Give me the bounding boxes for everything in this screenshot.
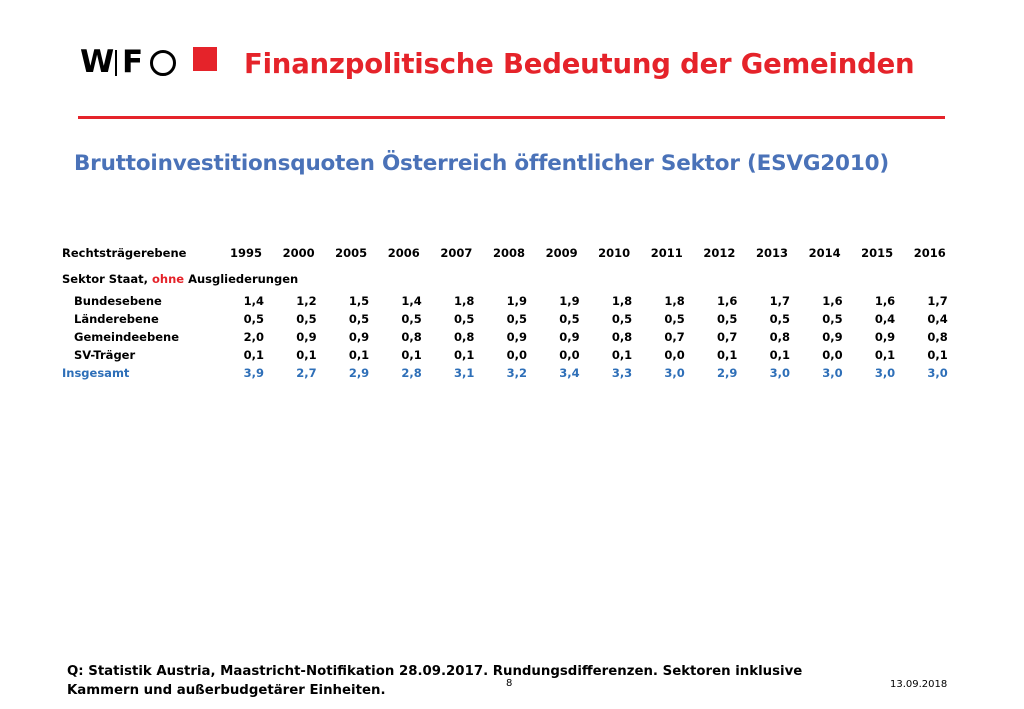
table-cell: 0,0 xyxy=(822,348,843,362)
year-header: 2015 xyxy=(861,246,894,260)
table-cell: 3,0 xyxy=(822,366,843,380)
row-label: SV-Träger xyxy=(74,348,136,362)
table-cell: 1,8 xyxy=(611,294,633,308)
table-cell: 0,8 xyxy=(454,330,475,344)
investment-table xyxy=(62,244,962,382)
table-cell: 3,0 xyxy=(874,366,896,380)
row-label: Insgesamt xyxy=(62,366,130,380)
table-cell: 1,2 xyxy=(296,294,317,308)
table-cell: 2,7 xyxy=(296,366,317,380)
table-cell: 1,8 xyxy=(454,294,475,308)
table-cell: 2,8 xyxy=(401,366,422,380)
table-cell: 0,4 xyxy=(927,312,948,326)
year-header: 1995 xyxy=(229,246,262,260)
table-cell: 0,0 xyxy=(559,348,580,362)
table-cell: 1,5 xyxy=(348,294,370,308)
table-cell: 0,1 xyxy=(243,348,264,362)
row-label: Bundesebene xyxy=(74,294,162,308)
year-header: 2009 xyxy=(545,246,578,260)
table-cell: 0,5 xyxy=(559,312,580,326)
row-label: Länderebene xyxy=(74,312,159,326)
source-note xyxy=(67,662,807,700)
table-cell: 0,5 xyxy=(401,312,422,326)
table-cell: 0,8 xyxy=(611,330,633,344)
total-row xyxy=(62,364,962,382)
year-header: 2014 xyxy=(808,246,841,260)
page-title: Finanzpolitische Bedeutung der Gemeinden xyxy=(244,48,915,80)
table-cell: 3,0 xyxy=(769,366,790,380)
logo-letter-f: F xyxy=(122,44,144,80)
year-header: 2005 xyxy=(335,246,368,260)
table-cell: 1,7 xyxy=(927,294,948,308)
table-cell: 0,1 xyxy=(296,348,317,362)
table-cell: 3,1 xyxy=(454,366,475,380)
table-cell: 0,5 xyxy=(506,312,527,326)
table-cell: 1,7 xyxy=(769,294,790,308)
year-header: 2012 xyxy=(703,246,736,260)
table-cell: 3,0 xyxy=(927,366,948,380)
table-cell: 0,1 xyxy=(874,348,896,362)
year-header: 2007 xyxy=(440,246,473,260)
section-label: Sektor Staat, ohne Ausgliederungen xyxy=(62,272,299,286)
table-cell: 1,9 xyxy=(559,294,580,308)
slide-subtitle: Bruttoinvestitionsquoten Österreich öffentlicher Sektor (ESVG2010) xyxy=(74,151,889,176)
table-cell: 0,1 xyxy=(717,348,738,362)
page-number: 8 xyxy=(506,678,513,689)
table-cell: 0,9 xyxy=(296,330,317,344)
table-cell: 3,0 xyxy=(664,366,685,380)
title-divider xyxy=(78,116,945,119)
table-cell: 1,6 xyxy=(874,294,896,308)
table-cell: 0,8 xyxy=(401,330,422,344)
year-header: 2000 xyxy=(282,246,315,260)
table-cell: 3,4 xyxy=(559,366,580,380)
table-row xyxy=(62,310,962,328)
table-cell: 1,6 xyxy=(822,294,843,308)
table-cell: 3,9 xyxy=(243,366,264,380)
table-cell: 0,9 xyxy=(559,330,580,344)
year-header: 2006 xyxy=(387,246,420,260)
table-cell: 0,1 xyxy=(401,348,422,362)
year-header: 2008 xyxy=(492,246,525,260)
year-header: 2010 xyxy=(598,246,631,260)
table-row xyxy=(62,346,962,364)
table-cell: 1,4 xyxy=(401,294,422,308)
table-cell: 0,8 xyxy=(927,330,948,344)
year-header: 2011 xyxy=(650,246,683,260)
table-cell: 0,5 xyxy=(822,312,843,326)
source-line-1: Q: Statistik Austria, Maastricht-Notifikation 28.09.2017. Rundungsdifferenzen. Sektoren inklusive xyxy=(67,664,803,679)
table-cell: 0,9 xyxy=(348,330,370,344)
table-cell: 0,0 xyxy=(664,348,685,362)
table-cell: 0,5 xyxy=(296,312,317,326)
logo-bar xyxy=(115,50,117,76)
table-cell: 0,1 xyxy=(348,348,370,362)
section-label-row xyxy=(62,270,962,288)
year-header: 2016 xyxy=(913,246,946,260)
table-cell: 0,0 xyxy=(506,348,527,362)
row-label: Gemeindeebene xyxy=(74,330,179,344)
table-cell: 0,7 xyxy=(717,330,738,344)
table-cell: 0,5 xyxy=(664,312,685,326)
header-label: Rechtsträgerebene xyxy=(62,246,187,260)
table-cell: 0,1 xyxy=(769,348,790,362)
table-cell: 0,9 xyxy=(874,330,896,344)
table-row xyxy=(62,292,962,310)
table-cell: 0,1 xyxy=(611,348,633,362)
table-cell: 2,9 xyxy=(348,366,370,380)
table-cell: 0,7 xyxy=(664,330,685,344)
logo-circle-icon xyxy=(150,50,176,76)
section-highlight: ohne xyxy=(151,272,185,286)
table-cell: 3,3 xyxy=(611,366,633,380)
table-cell: 0,5 xyxy=(611,312,633,326)
slide-date: 13.09.2018 xyxy=(890,679,948,690)
table-cell: 0,1 xyxy=(454,348,475,362)
table-cell: 1,8 xyxy=(664,294,685,308)
table-cell: 0,5 xyxy=(243,312,264,326)
year-header: 2013 xyxy=(755,246,788,260)
table-cell: 3,2 xyxy=(506,366,527,380)
table-cell: 2,0 xyxy=(243,330,264,344)
table-cell: 1,4 xyxy=(243,294,264,308)
table-cell: 1,9 xyxy=(506,294,527,308)
table-cell: 0,5 xyxy=(769,312,790,326)
table-row xyxy=(62,328,962,346)
table-cell: 0,9 xyxy=(822,330,843,344)
table-cell: 0,1 xyxy=(927,348,948,362)
table-header-row xyxy=(62,244,962,262)
table-cell: 1,6 xyxy=(717,294,738,308)
table-cell: 0,8 xyxy=(769,330,790,344)
table-cell: 0,5 xyxy=(454,312,475,326)
table-cell: 0,5 xyxy=(717,312,738,326)
table-cell: 0,9 xyxy=(506,330,527,344)
source-line-2: Kammern und außerbudgetärer Einheiten. xyxy=(67,683,386,698)
table-cell: 0,5 xyxy=(348,312,370,326)
table-cell: 0,4 xyxy=(874,312,896,326)
logo-square-icon xyxy=(193,47,217,71)
logo-letter-w: W xyxy=(80,44,115,80)
table-cell: 2,9 xyxy=(717,366,738,380)
